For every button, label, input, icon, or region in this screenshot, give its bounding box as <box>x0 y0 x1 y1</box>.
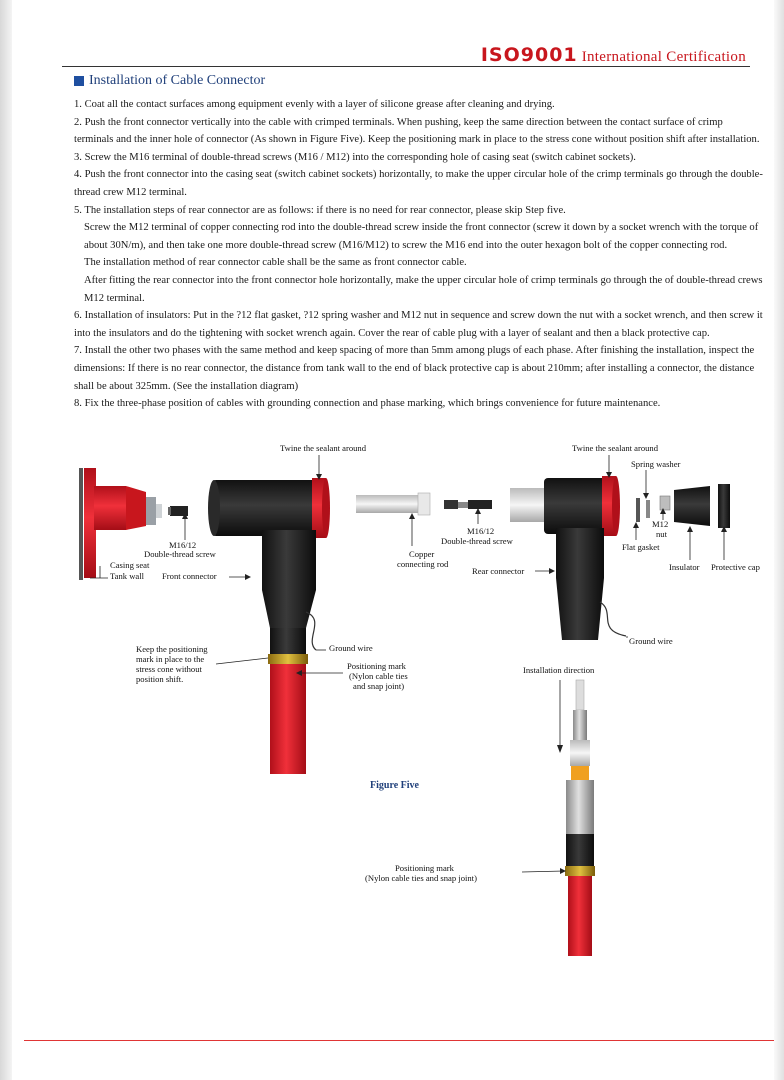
label-insulator: Insulator <box>669 562 700 572</box>
label-nut: nut <box>656 529 667 539</box>
label-nylon-ties: (Nylon cable ties <box>349 671 408 681</box>
label-nylon-bottom: (Nylon cable ties and snap joint) <box>365 873 477 883</box>
rear-connector-drawing <box>510 476 626 640</box>
label-copper: Copper <box>409 549 435 559</box>
iso-mark: ISO9001 <box>480 44 578 66</box>
label-spring-washer: Spring washer <box>631 459 681 469</box>
label-keep-positioning-1: Keep the positioning <box>136 644 208 654</box>
label-double-thread-screw-mid: Double-thread screw <box>441 536 513 546</box>
label-keep-positioning-4: position shift. <box>136 674 184 684</box>
label-installation-direction: Installation direction <box>523 665 595 675</box>
step-2: 2. Push the front connector vertically into the cable with crimped terminals. When pushing, keep the same direction between the contact surface of crimp terminals and the inner hole of connector (As shown in Figure Five). Keep the positioning mark in place to the stress cone without position shift after installation. <box>74 116 760 146</box>
step-5-detail-a: Screw the M12 terminal of copper connecting rod into the double-thread screw inside the front connector (screw it down by a socket wrench with the torque of about 30N/m), and then take one more double-thread screw (M16/M12) to screw the M16 end into the outer hexagon bolt of the copper connecting rod. <box>84 222 759 251</box>
label-snap-joint: and snap joint) <box>353 681 405 691</box>
step-7: 7. Install the other two phases with the same method and keep spacing of more than 5mm among plugs of each phase. After finishing the installation, inspect the dimensions: If there is no rear connector, the distance from tank wall to the end of black protective cap is about 210mm; after installing a connector, the distance shall be about 325mm. (See the installation diagram) <box>74 345 755 392</box>
step-5-detail-b: The installation method of rear connector cable shall be the same as front connector cable. <box>84 257 467 269</box>
step-6: 6. Installation of insulators: Put in the ?12 flat gasket, ?12 spring washer and M12 nut in sequence and screw down the nut with a socket wrench, and then screw it into the insulators and do the tightening with socket wrench again. Cover the rear of cable plug with a layer of sealant and then a black protective cap. <box>74 310 763 339</box>
label-m16-left: M16/12 <box>169 540 197 550</box>
label-positioning-mark-bottom: Positioning mark <box>395 863 454 873</box>
label-connecting-rod: connecting rod <box>397 559 449 569</box>
label-front-connector: Front connector <box>162 571 217 581</box>
cable-assembly-drawing <box>565 680 595 956</box>
footer-divider <box>24 1040 774 1041</box>
label-tank-wall: Tank wall <box>110 571 145 581</box>
front-connector-drawing <box>208 478 330 774</box>
label-casing-seat: Casing seat <box>110 560 150 570</box>
certification-text: International Certification <box>581 49 746 65</box>
label-keep-positioning-2: mark in place to the <box>136 654 205 664</box>
label-positioning-mark: Positioning mark <box>347 661 406 671</box>
figure-caption: Figure Five <box>370 780 419 791</box>
step-5-detail-c: After fitting the rear connector into the front connector hole horizontally, make the upper circular hole of crimp terminals go through the of double-thread crews M12 terminal. <box>84 274 763 304</box>
step-1: 1. Coat all the contact surfaces among equipment evenly with a layer of silicone grease after cleaning and drying. <box>74 99 555 110</box>
label-keep-positioning-3: stress cone without <box>136 664 202 674</box>
label-protective-cap: Protective cap <box>711 562 760 572</box>
label-m16-mid: M16/12 <box>467 526 495 536</box>
section-title-text: Installation of Cable Connector <box>89 73 266 88</box>
step-4: 4. Push the front connector into the casing seat (switch cabinet sockets) horizontally, to make the upper circular hole of the crimp terminals go through the double-thread crew M12 terminal. <box>74 169 763 198</box>
step-3: 3. Screw the M16 terminal of double-thread screws (M16 / M12) into the corresponding hole of casing seat (switch cabinet sockets). <box>74 151 636 163</box>
label-ground-wire-right: Ground wire <box>629 636 673 646</box>
connecting-rod-drawing <box>356 493 492 515</box>
step-5: 5. The installation steps of rear connector are as follows: if there is no need for rear connector, please skip Step five. <box>74 204 566 216</box>
label-twine-right: Twine the sealant around <box>572 443 659 453</box>
label-ground-wire-left: Ground wire <box>329 643 373 653</box>
label-double-thread-screw-left: Double-thread screw <box>144 549 216 559</box>
label-m12: M12 <box>652 519 669 529</box>
insulator-accessories-drawing <box>636 484 730 528</box>
label-rear-connector: Rear connector <box>472 566 525 576</box>
label-twine-left: Twine the sealant around <box>280 443 367 453</box>
step-8: 8. Fix the three-phase position of cables with grounding connection and phase marking, which brings convenience for future maintenance. <box>74 398 661 410</box>
label-flat-gasket: Flat gasket <box>622 542 660 552</box>
